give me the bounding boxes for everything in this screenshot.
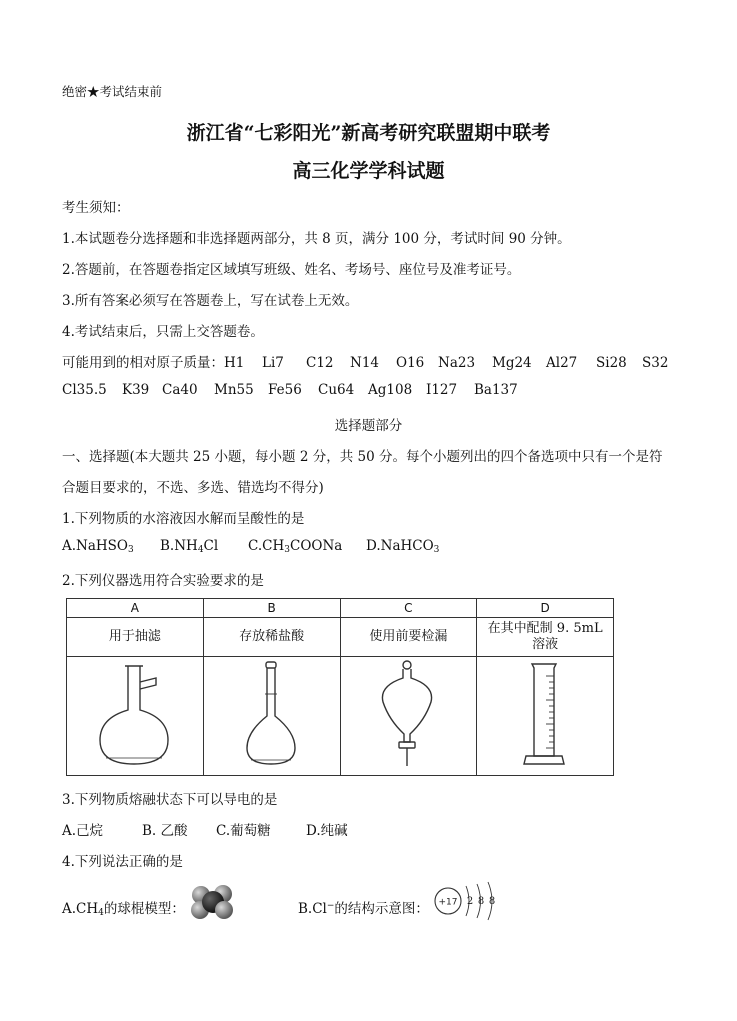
atomic-mass-item: I127	[426, 382, 458, 398]
exam-title: 浙江省“七彩阳光”新高考研究联盟期中联考	[186, 122, 551, 144]
confidential-mark: 绝密★考试结束前	[62, 84, 163, 99]
atomic-mass-label: 可能用到的相对原子质量：	[62, 355, 224, 371]
atomic-mass-item: O16	[396, 355, 425, 371]
notice-item-1: 1.本试题卷分选择题和非选择题两部分，共 8 页，满分 100 分，考试时间 90 分钟。	[62, 231, 571, 247]
atomic-mass-row-2	[62, 382, 518, 398]
volumetric-flask-icon	[207, 658, 337, 770]
separatory-funnel-cell	[340, 657, 477, 776]
apparatus-a-description: 用于抽滤	[67, 618, 204, 657]
atomic-mass-item: H1	[224, 355, 245, 371]
separatory-funnel-icon	[343, 658, 473, 770]
question-1-stem: 1.下列物质的水溶液因水解而呈酸性的是	[62, 511, 305, 527]
atomic-mass-item: Mn55	[214, 382, 254, 398]
question-2-stem: 2.下列仪器选用符合实验要求的是	[62, 573, 264, 589]
apparatus-d-description: 在其中配制 9. 5mL 溶液	[477, 618, 614, 657]
atomic-mass-item: Cl35.5	[62, 382, 107, 398]
notice-item-2: 2.答题前，在答题卷指定区域填写班级、姓名、考场号、座位号及准考证号。	[62, 262, 521, 278]
question-4-option-a: A.CH4的球棍模型：	[62, 901, 185, 918]
atomic-mass-item: S32	[642, 355, 669, 371]
apparatus-col-b-header: B	[203, 599, 340, 618]
atomic-mass-item: Al27	[546, 355, 578, 371]
question-3-option-a: A.己烷	[62, 823, 104, 839]
atomic-mass-item: N14	[350, 355, 379, 371]
graduated-cylinder-icon	[480, 658, 610, 770]
atomic-mass-item: K39	[122, 382, 150, 398]
notice-item-3: 3.所有答案必须写在答题卷上，写在试卷上无效。	[62, 293, 359, 309]
apparatus-table	[66, 598, 614, 776]
question-1-option-b: B.NH4Cl	[160, 538, 219, 555]
atomic-mass-item: Ba137	[474, 382, 518, 398]
atomic-mass-item: Na23	[438, 355, 476, 371]
atomic-mass-item: Li7	[262, 355, 284, 371]
question-4-stem: 4.下列说法正确的是	[62, 854, 183, 870]
question-3-options	[62, 819, 348, 839]
question-1-option-a: A.NaHSO3	[62, 538, 134, 555]
question-1-option-c: C.CH3COONa	[248, 538, 343, 555]
question-3-stem: 3.下列物质熔融状态下可以导电的是	[62, 792, 278, 808]
atomic-mass-item: Cu64	[318, 382, 355, 398]
apparatus-col-c-header: C	[340, 599, 477, 618]
apparatus-b-description: 存放稀盐酸	[203, 618, 340, 657]
volumetric-flask-cell	[203, 657, 340, 776]
shell-electrons: 8	[477, 896, 485, 907]
notice-item-4: 4.考试结束后，只需上交答题卷。	[62, 324, 264, 340]
atomic-mass-item: C12	[306, 355, 334, 371]
apparatus-col-d-header: D	[477, 599, 614, 618]
section-instructions-line-2: 合题目要求的，不选、多选、错选均不得分)	[62, 480, 324, 496]
question-3-option-b: B. 乙酸	[142, 823, 188, 839]
section-instructions-line-1: 一、选择题(本大题共 25 小题，每小题 2 分，共 50 分。每个小题列出的四个备选项中只有一个是符	[62, 449, 663, 465]
apparatus-c-description: 使用前要检漏	[340, 618, 477, 657]
atomic-mass-item: Ag108	[368, 382, 413, 398]
atomic-mass-row-1	[62, 351, 668, 371]
atomic-mass-item: Si28	[596, 355, 627, 371]
question-4-option-b: B.Cl−的结构示意图：	[298, 901, 429, 917]
atomic-mass-item: Mg24	[492, 355, 532, 371]
shell-electrons: 2	[466, 896, 474, 907]
section-title: 选择题部分	[334, 418, 403, 434]
shell-electrons: 8	[488, 896, 496, 907]
exam-subtitle: 高三化学学科试题	[292, 160, 445, 182]
question-1-option-d: D.NaHCO3	[366, 538, 440, 555]
nucleus-charge: +17	[438, 897, 458, 908]
question-1-options	[62, 538, 439, 555]
graduated-cylinder-cell	[477, 657, 614, 776]
methane-ball-and-stick-model	[188, 882, 238, 922]
chloride-ion-structure-diagram	[432, 880, 502, 922]
question-3-option-d: D.纯碱	[306, 823, 348, 839]
suction-flask-icon	[70, 658, 200, 770]
atomic-mass-item: Ca40	[162, 382, 198, 398]
suction-flask-cell	[67, 657, 204, 776]
apparatus-col-a-header: A	[67, 599, 204, 618]
notice-heading: 考生须知：	[62, 200, 130, 216]
question-3-option-c: C.葡萄糖	[216, 823, 271, 839]
atomic-mass-item: Fe56	[268, 382, 302, 398]
